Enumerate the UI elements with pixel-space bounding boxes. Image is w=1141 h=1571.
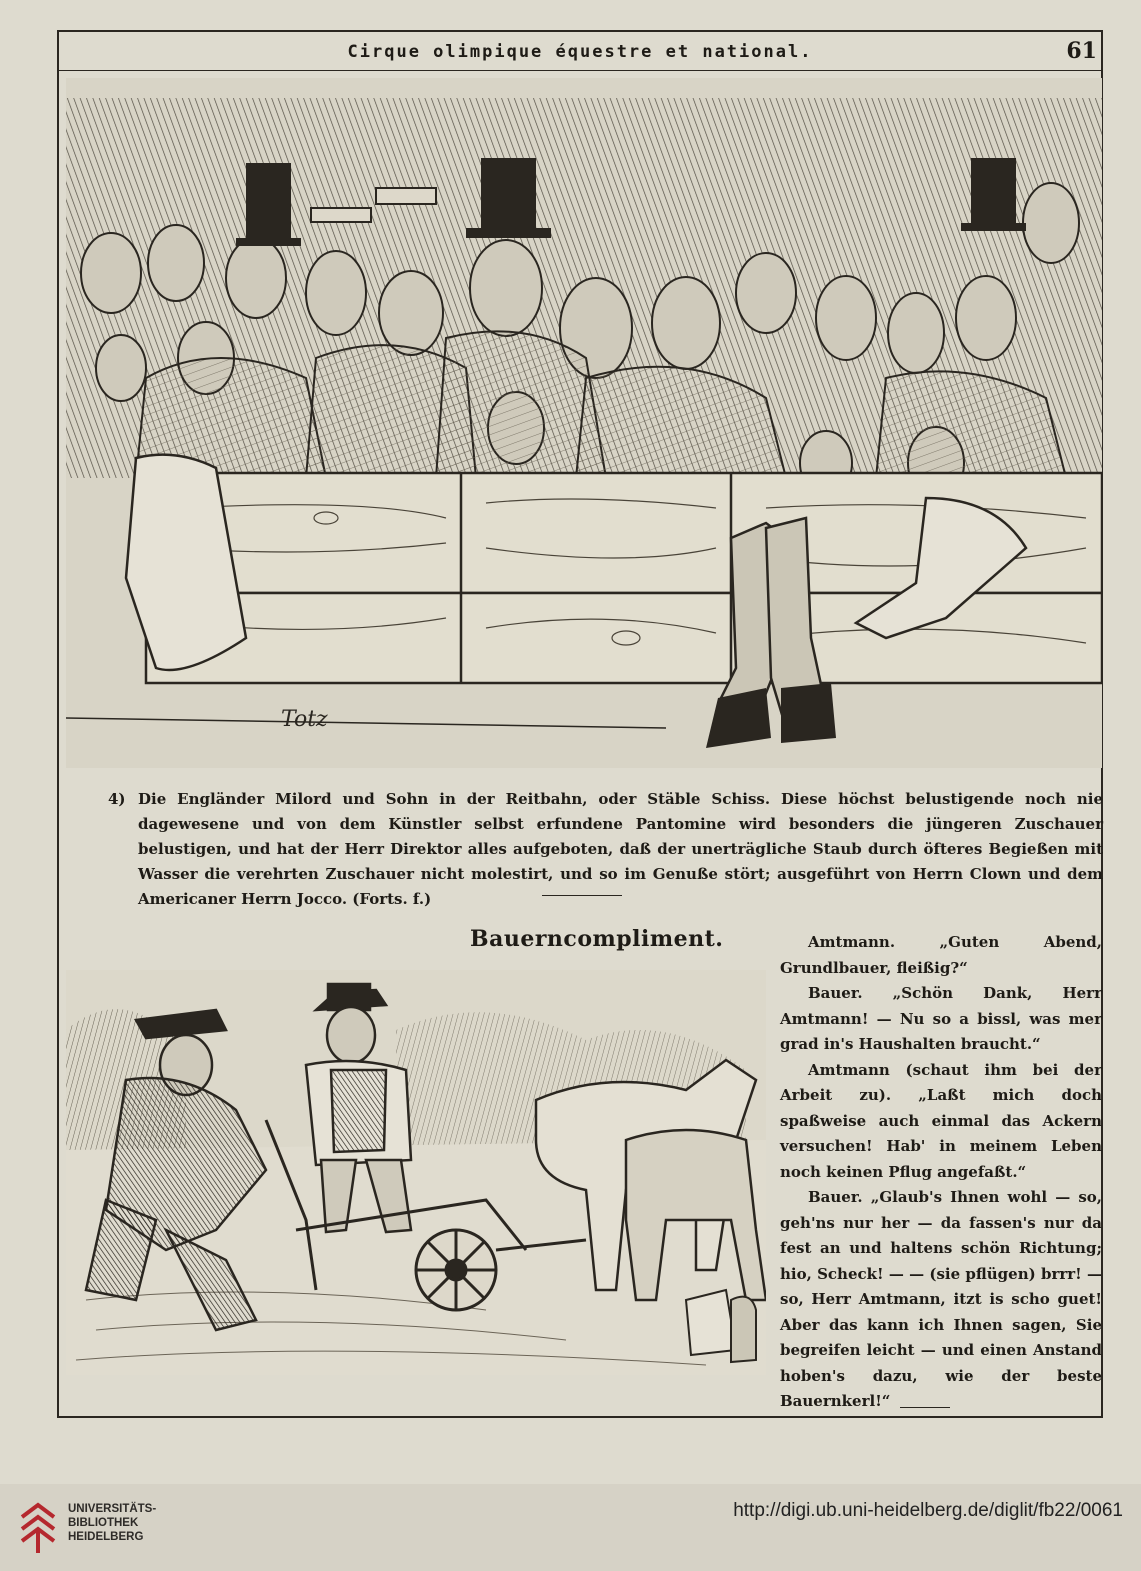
running-title: Cirque olimpique équestre et national.	[347, 42, 813, 62]
permalink-url[interactable]: http://digi.ub.uni-heidelberg.de/diglit/fb22/0061	[733, 1500, 1123, 1521]
article-title: Bauerncompliment.	[470, 926, 724, 952]
artist-signature: Totz	[281, 707, 328, 732]
illustration-plough	[66, 970, 766, 1375]
library-logo-icon[interactable]	[18, 1497, 58, 1559]
library-name	[68, 1502, 156, 1544]
dialogue-paragraph: Amtmann. „Guten Abend, Grundlbauer, fleißig?“	[780, 933, 1102, 977]
dialogue-paragraph: Bauer. „Glaub's Ihnen wohl — so, geh'ns nur her — da fassen's nur da fest an und haltens schön Richtung; hio, Scheck! — — (sie pflügen) brrr! — so, Herr Amtmann, itzt is scho guet! Aber das kann ich Ihnen sagen, Sie begreifen leicht — und einen Anstand hoben's dazu, wie der beste Bauernkerl!“	[780, 1188, 1102, 1410]
illustration-spectators	[66, 78, 1102, 768]
caption-text: Die Engländer Milord und Sohn in der Reitbahn, oder Stäble Schiss. Diese höchst belustigende noch nie dagewesene und von dem Künstler selbst erfundene Pantomine wird besonders die jüngeren Zuschauer belustigen, und hat der Herr Direktor alles aufgeboten, daß der unerträgliche Staub durch öfteres Begießen mit Wasser die verehrten Zuschauer nicht molestirt, und so im Genuße stört; ausgeführt von Herrn Clown und dem Americaner Herrn Jocco. (Forts. f.)	[138, 790, 1103, 908]
footer-bar	[0, 1484, 1141, 1571]
library-name-line: HEIDELBERG	[68, 1531, 144, 1543]
illustration-caption	[108, 787, 1103, 912]
plough-engraving	[66, 970, 766, 1375]
end-divider	[900, 1407, 950, 1408]
dialogue-paragraph: Bauer. „Schön Dank, Herr Amtmann! — Nu so a bissl, was mer grad in's Haushalten braucht.“	[780, 984, 1102, 1053]
page-number: 61	[1066, 38, 1097, 64]
spectators-engraving	[66, 78, 1102, 768]
section-divider	[542, 895, 622, 896]
caption-number: 4)	[108, 790, 126, 808]
dialogue-column	[780, 930, 1102, 1415]
library-name-line: BIBLIOTHEK	[68, 1517, 139, 1529]
library-name-line: UNIVERSITÄTS-	[68, 1503, 157, 1515]
dialogue-paragraph: Amtmann (schaut ihm bei der Arbeit zu). „Laßt mich doch spaßweise auch einmal das Ackern versuchen! Hab' in meinem Leben noch keinen Pflug angefaßt.“	[780, 1060, 1102, 1181]
header-rule	[57, 70, 1103, 71]
